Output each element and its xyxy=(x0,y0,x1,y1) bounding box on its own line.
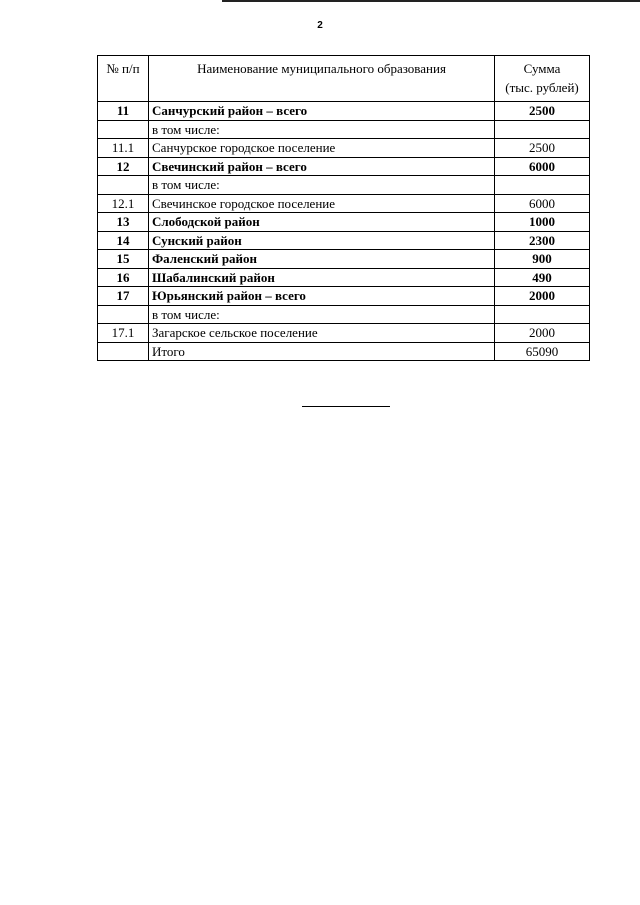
top-edge-line xyxy=(222,0,640,2)
row-sum-cell: 490 xyxy=(495,268,590,287)
row-name-cell: Сунский район xyxy=(149,231,495,250)
row-num-cell xyxy=(98,176,149,195)
table-row xyxy=(98,139,590,158)
row-num-cell xyxy=(98,120,149,139)
row-sum-cell: 6000 xyxy=(495,194,590,213)
table-row xyxy=(98,324,590,343)
row-sum-cell xyxy=(495,176,590,195)
table-row xyxy=(98,250,590,269)
row-num-cell: 11.1 xyxy=(98,139,149,158)
row-num-cell: 14 xyxy=(98,231,149,250)
row-sum-cell: 2000 xyxy=(495,287,590,306)
table-row xyxy=(98,213,590,232)
header-name: Наименование муниципального образования xyxy=(149,56,495,102)
row-name-cell: Загарское сельское поселение xyxy=(149,324,495,343)
allocation-table xyxy=(97,55,590,361)
row-name-cell: Шабалинский район xyxy=(149,268,495,287)
table-row xyxy=(98,157,590,176)
table-row xyxy=(98,287,590,306)
table-row xyxy=(98,268,590,287)
row-sum-cell: 6000 xyxy=(495,157,590,176)
row-sum-cell: 2500 xyxy=(495,102,590,121)
row-name-cell: Свечинский район – всего xyxy=(149,157,495,176)
header-num: № п/п xyxy=(98,56,149,102)
row-name-cell: Санчурский район – всего xyxy=(149,102,495,121)
row-sum-cell: 2000 xyxy=(495,324,590,343)
table-body xyxy=(98,102,590,361)
row-sum-cell: 2300 xyxy=(495,231,590,250)
row-num-cell: 12 xyxy=(98,157,149,176)
row-sum-cell xyxy=(495,305,590,324)
table-row xyxy=(98,305,590,324)
row-name-cell: Итого xyxy=(149,342,495,361)
row-name-cell: в том числе: xyxy=(149,120,495,139)
table-row xyxy=(98,176,590,195)
header-sum xyxy=(495,56,590,102)
row-name-cell: Свечинское городское поселение xyxy=(149,194,495,213)
row-sum-cell xyxy=(495,120,590,139)
row-num-cell xyxy=(98,305,149,324)
table-row xyxy=(98,102,590,121)
table-row xyxy=(98,231,590,250)
row-num-cell: 17.1 xyxy=(98,324,149,343)
row-num-cell: 13 xyxy=(98,213,149,232)
row-sum-cell: 65090 xyxy=(495,342,590,361)
table-header-row xyxy=(98,56,590,102)
row-sum-cell: 1000 xyxy=(495,213,590,232)
row-num-cell: 16 xyxy=(98,268,149,287)
row-name-cell: Санчурское городское поселение xyxy=(149,139,495,158)
row-name-cell: Слободской район xyxy=(149,213,495,232)
row-name-cell: в том числе: xyxy=(149,305,495,324)
table-row xyxy=(98,342,590,361)
row-num-cell: 17 xyxy=(98,287,149,306)
table-row xyxy=(98,120,590,139)
table-row xyxy=(98,194,590,213)
header-sum-line2: (тыс. рублей) xyxy=(505,80,579,95)
row-name-cell: Фаленский район xyxy=(149,250,495,269)
closing-rule xyxy=(302,406,390,407)
page-number: 2 xyxy=(317,20,323,31)
row-num-cell: 12.1 xyxy=(98,194,149,213)
header-sum-line1: Сумма xyxy=(523,61,561,76)
row-num-cell: 11 xyxy=(98,102,149,121)
row-sum-cell: 2500 xyxy=(495,139,590,158)
row-num-cell xyxy=(98,342,149,361)
row-sum-cell: 900 xyxy=(495,250,590,269)
row-name-cell: в том числе: xyxy=(149,176,495,195)
row-name-cell: Юрьянский район – всего xyxy=(149,287,495,306)
row-num-cell: 15 xyxy=(98,250,149,269)
